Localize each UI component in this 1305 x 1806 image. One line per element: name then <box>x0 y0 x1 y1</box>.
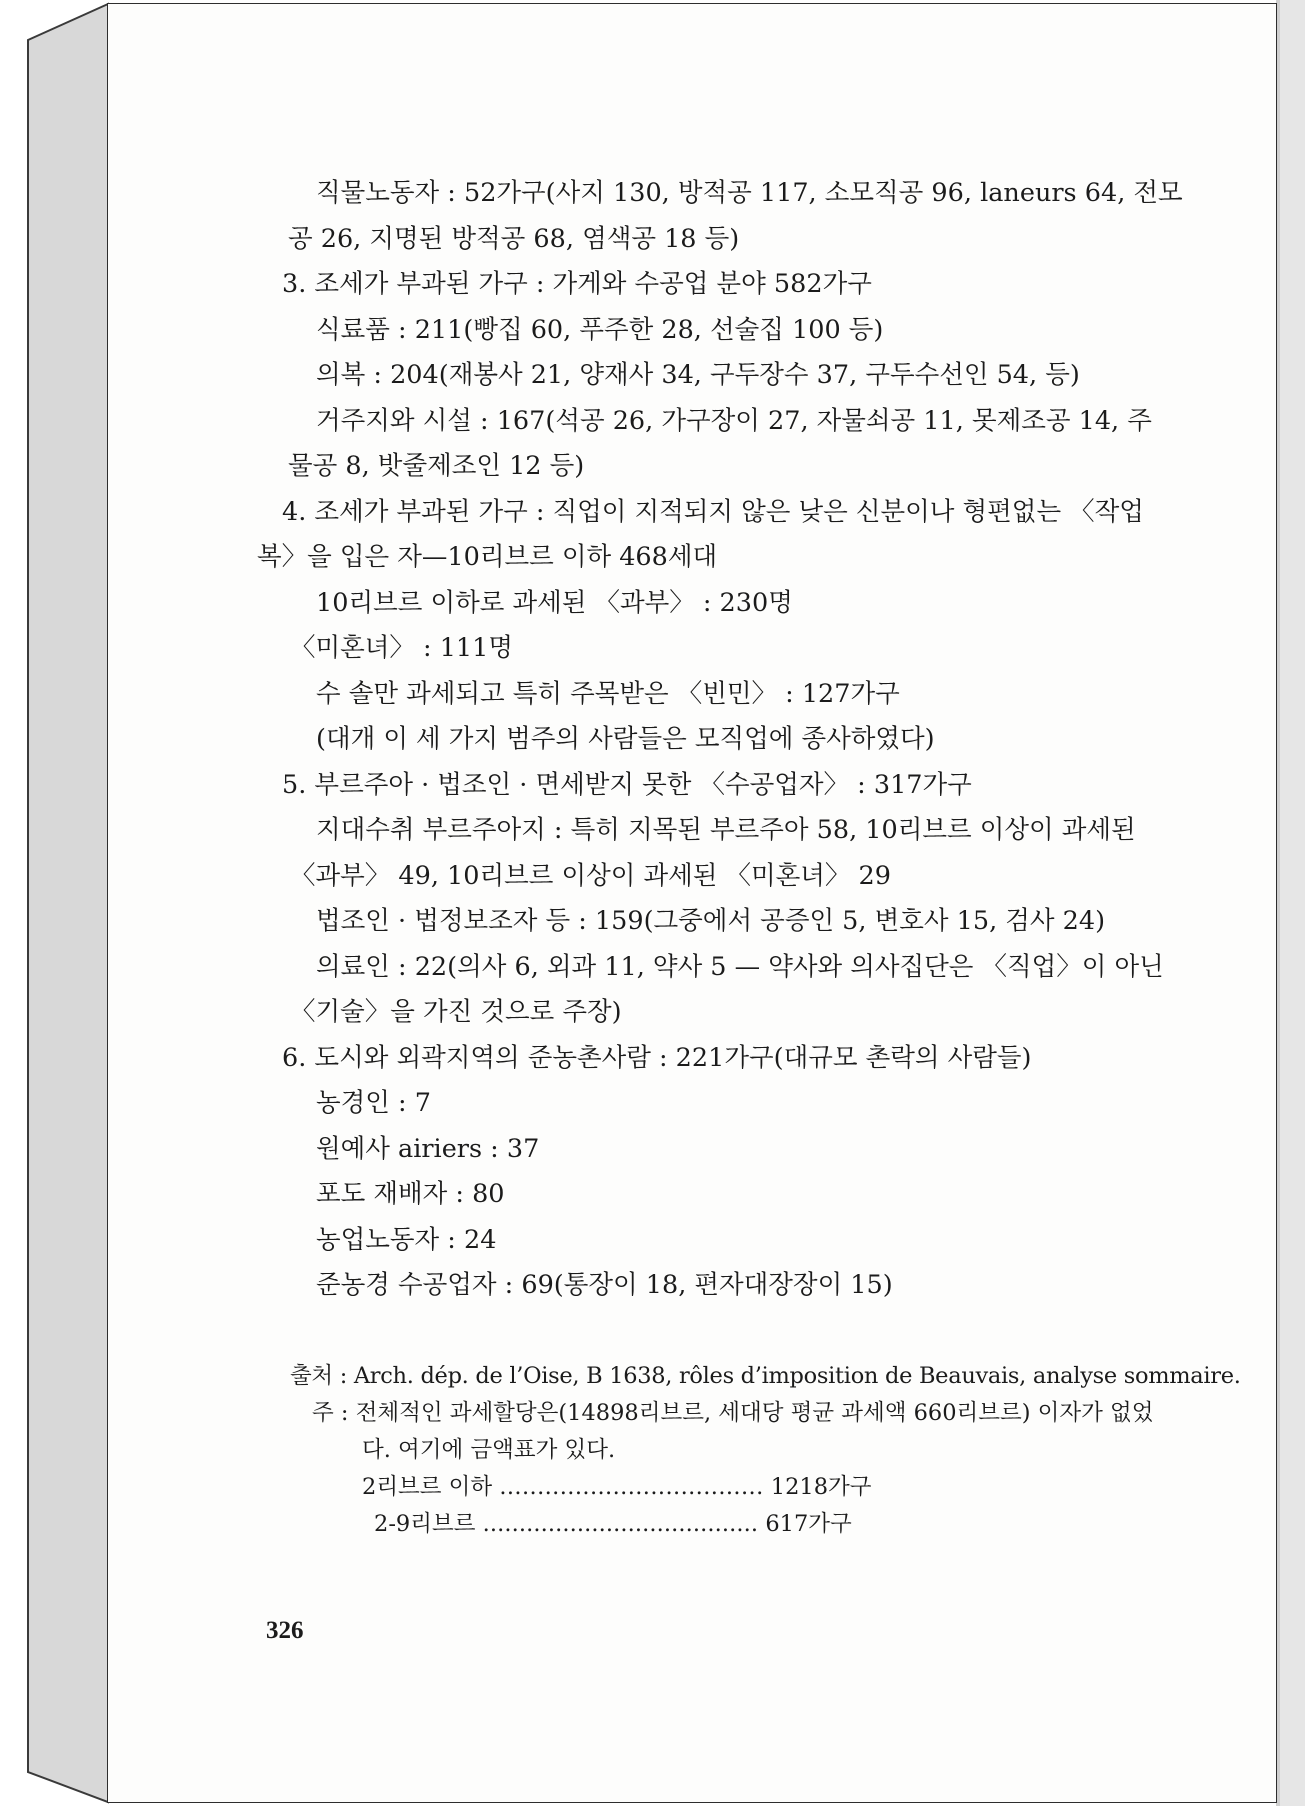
text-line: 4. 조세가 부과된 가구 : 직업이 지적되지 않은 낮은 신분이나 형편없는 〈작업 <box>282 497 1144 527</box>
text-line: 거주지와 시설 : 167(석공 26, 가구장이 27, 자물쇠공 11, 못제조공 14, 주 <box>316 406 1152 436</box>
row-label: 2리브르 이하 <box>362 1474 493 1500</box>
text-line: 포도 재배자 : 80 <box>316 1179 505 1209</box>
note-text: 다. 여기에 금액표가 있다. <box>362 1437 616 1463</box>
text-line: 3. 조세가 부과된 가구 : 가게와 수공업 분야 582가구 <box>282 269 872 299</box>
row-value: 617가구 <box>765 1511 852 1537</box>
text-line: 지대수취 부르주아지 : 특히 지목된 부르주아 58, 10리브르 이상이 과세된 <box>316 815 1136 845</box>
text-line: 직물노동자 : 52가구(사지 130, 방적공 117, 소모직공 96, laneurs 64, 전모 <box>316 178 1183 208</box>
text-line: 농경인 : 7 <box>316 1088 431 1118</box>
table-row <box>362 1472 872 1502</box>
text-line: (대개 이 세 가지 범주의 사람들은 모직업에 종사하였다) <box>316 724 935 754</box>
table-row <box>374 1509 852 1539</box>
source-note: 출처 : Arch. dép. de l’Oise, B 1638, rôles d’imposition de Beauvais, analyse sommaire. <box>290 1363 1241 1389</box>
row-label: 2-9리브르 <box>374 1511 476 1537</box>
page-number: 326 <box>266 1617 304 1644</box>
text-line: 복〉을 입은 자—10리브르 이하 468세대 <box>257 542 718 572</box>
text-line: 식료품 : 211(빵집 60, 푸주한 28, 선술집 100 등) <box>316 315 884 345</box>
text-line: 원예사 airiers : 37 <box>316 1134 540 1164</box>
text-line: 준농경 수공업자 : 69(통장이 18, 편자대장장이 15) <box>316 1270 893 1300</box>
text-line: 〈미혼녀〉 : 111명 <box>290 633 514 663</box>
row-leader-dots: ................................... <box>499 1474 764 1500</box>
text-line: 10리브르 이하로 과세된 〈과부〉 : 230명 <box>316 588 793 618</box>
text-line: 6. 도시와 외곽지역의 준농촌사람 : 221가구(대규모 촌락의 사람들) <box>282 1043 1032 1073</box>
text-line: 의복 : 204(재봉사 21, 양재사 34, 구두장수 37, 구두수선인 54, 등) <box>316 360 1080 390</box>
text-line: 법조인 · 법정보조자 등 : 159(그중에서 공증인 5, 변호사 15, 검사 24) <box>316 906 1106 936</box>
text-line: 의료인 : 22(의사 6, 외과 11, 약사 5 — 약사와 의사집단은 〈직업〉이 아닌 <box>316 952 1164 982</box>
text-line: 〈기술〉을 가진 것으로 주장) <box>290 997 622 1027</box>
text-line: 물공 8, 밧줄제조인 12 등) <box>288 451 585 481</box>
text-line: 수 솔만 과세되고 특히 주목받은 〈빈민〉 : 127가구 <box>316 679 900 709</box>
row-leader-dots: ...................................... <box>482 1511 759 1537</box>
row-value: 1218가구 <box>770 1474 872 1500</box>
page-right-edge <box>1276 0 1305 1806</box>
book-spine-side <box>28 4 108 1802</box>
note-text: 주 : 전체적인 과세할당은(14898리브르, 세대당 평균 과세액 660리브르) 이자가 없었 <box>312 1400 1154 1426</box>
text-line: 공 26, 지명된 방적공 68, 염색공 18 등) <box>288 224 740 254</box>
text-line: 〈과부〉 49, 10리브르 이상이 과세된 〈미혼녀〉 29 <box>290 861 891 891</box>
text-line: 5. 부르주아 · 법조인 · 면세받지 못한 〈수공업자〉 : 317가구 <box>282 770 972 800</box>
text-line: 농업노동자 : 24 <box>316 1225 497 1255</box>
